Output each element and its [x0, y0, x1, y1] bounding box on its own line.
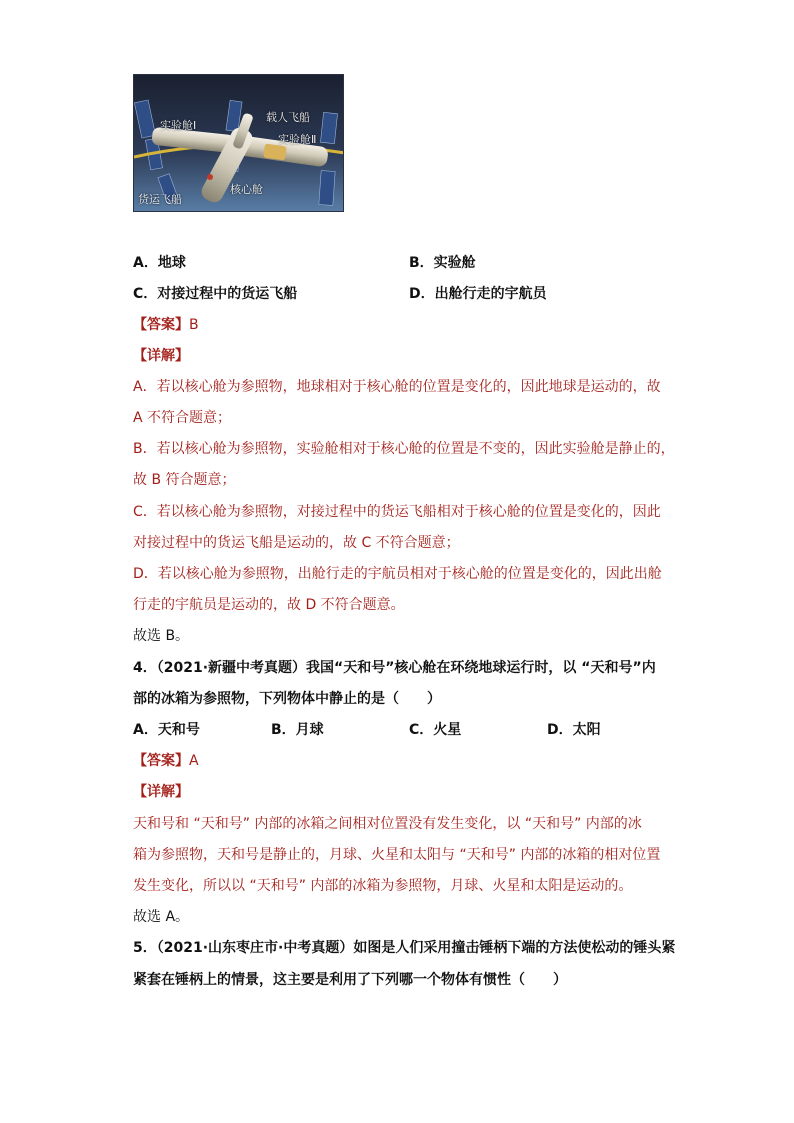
q4-answer — [133, 751, 199, 771]
label-lab-module-1: 实验舱Ⅰ — [160, 119, 197, 132]
q3-answer — [133, 315, 199, 335]
q3-conclusion: 故选 B。 — [133, 628, 190, 644]
q4-conclusion: 故选 A。 — [133, 909, 190, 925]
q3-detail-line: 对接过程中的货运飞船是运动的，故 C 不符合题意； — [133, 535, 460, 551]
label-cargo-ship: 货运飞船 — [138, 193, 182, 206]
q3-detail-line: A．若以核心舱为参照物，地球相对于核心舱的位置是变化的，因此地球是运动的，故 — [133, 379, 661, 395]
answer-value: A — [189, 753, 199, 769]
q4-detail-line: 箱为参照物，天和号是静止的，月球、火星和太阳与 “天和号” 内部的冰箱的相对位置 — [133, 847, 661, 863]
q3-option-a: A．地球 — [133, 255, 186, 271]
q4-option-c: C．火星 — [409, 722, 462, 738]
q3-detail-line: 行走的宇航员是运动的，故 D 不符合题意。 — [133, 597, 405, 613]
label-core-module: 核心舱 — [230, 183, 263, 196]
q3-option-d: D．出舱行走的宇航员 — [409, 286, 547, 302]
answer-value: B — [189, 317, 199, 333]
q3-option-b: B．实验舱 — [409, 255, 476, 271]
q3-detail-line: B．若以核心舱为参照物，实验舱相对于核心舱的位置是不变的，因此实验舱是静止的， — [133, 441, 675, 457]
q3-detail-line: 故 B 符合题意； — [133, 472, 236, 488]
q3-detail-line: D．若以核心舱为参照物，出舱行走的宇航员相对于核心舱的位置是变化的，因此出舱 — [133, 566, 662, 582]
label-lab-module-2: 实验舱Ⅱ — [278, 133, 317, 146]
q5-stem-line: 5．（2021·山东枣庄市·中考真题）如图是人们采用撞击锤柄下端的方法使松动的锤头紧 — [133, 940, 676, 956]
q4-detail-heading — [133, 782, 189, 802]
label-crew-ship: 载人飞船 — [266, 111, 310, 124]
q3-detail-heading — [133, 346, 189, 366]
space-station-figure — [133, 74, 344, 212]
answer-label: 【答案】 — [133, 753, 189, 769]
q4-option-b: B．月球 — [271, 722, 324, 738]
q3-option-c: C．对接过程中的货运飞船 — [133, 286, 298, 302]
detail-label: 【详解】 — [133, 784, 189, 800]
q4-detail-line: 天和号和 “天和号” 内部的冰箱之间相对位置没有发生变化，以 “天和号” 内部的冰 — [133, 816, 642, 832]
q3-detail-line: A 不符合题意； — [133, 410, 232, 426]
q5-stem-line: 紧套在锤柄上的情景，这主要是利用了下列哪一个物体有惯性（ ） — [133, 972, 567, 988]
answer-label: 【答案】 — [133, 317, 189, 333]
q4-option-d: D．太阳 — [547, 722, 601, 738]
q4-stem-line: 4．（2021·新疆中考真题）我国“天和号”核心舱在环绕地球运行时，以 “天和号”内 — [133, 660, 656, 676]
q4-stem-line: 部的冰箱为参照物，下列物体中静止的是（ ） — [133, 691, 441, 707]
detail-label: 【详解】 — [133, 348, 189, 364]
q4-detail-line: 发生变化，所以以 “天和号” 内部的冰箱为参照物，月球、火星和太阳是运动的。 — [133, 878, 633, 894]
q3-detail-line: C．若以核心舱为参照物，对接过程中的货运飞船相对于核心舱的位置是变化的，因此 — [133, 504, 661, 520]
q4-option-a: A．天和号 — [133, 722, 200, 738]
